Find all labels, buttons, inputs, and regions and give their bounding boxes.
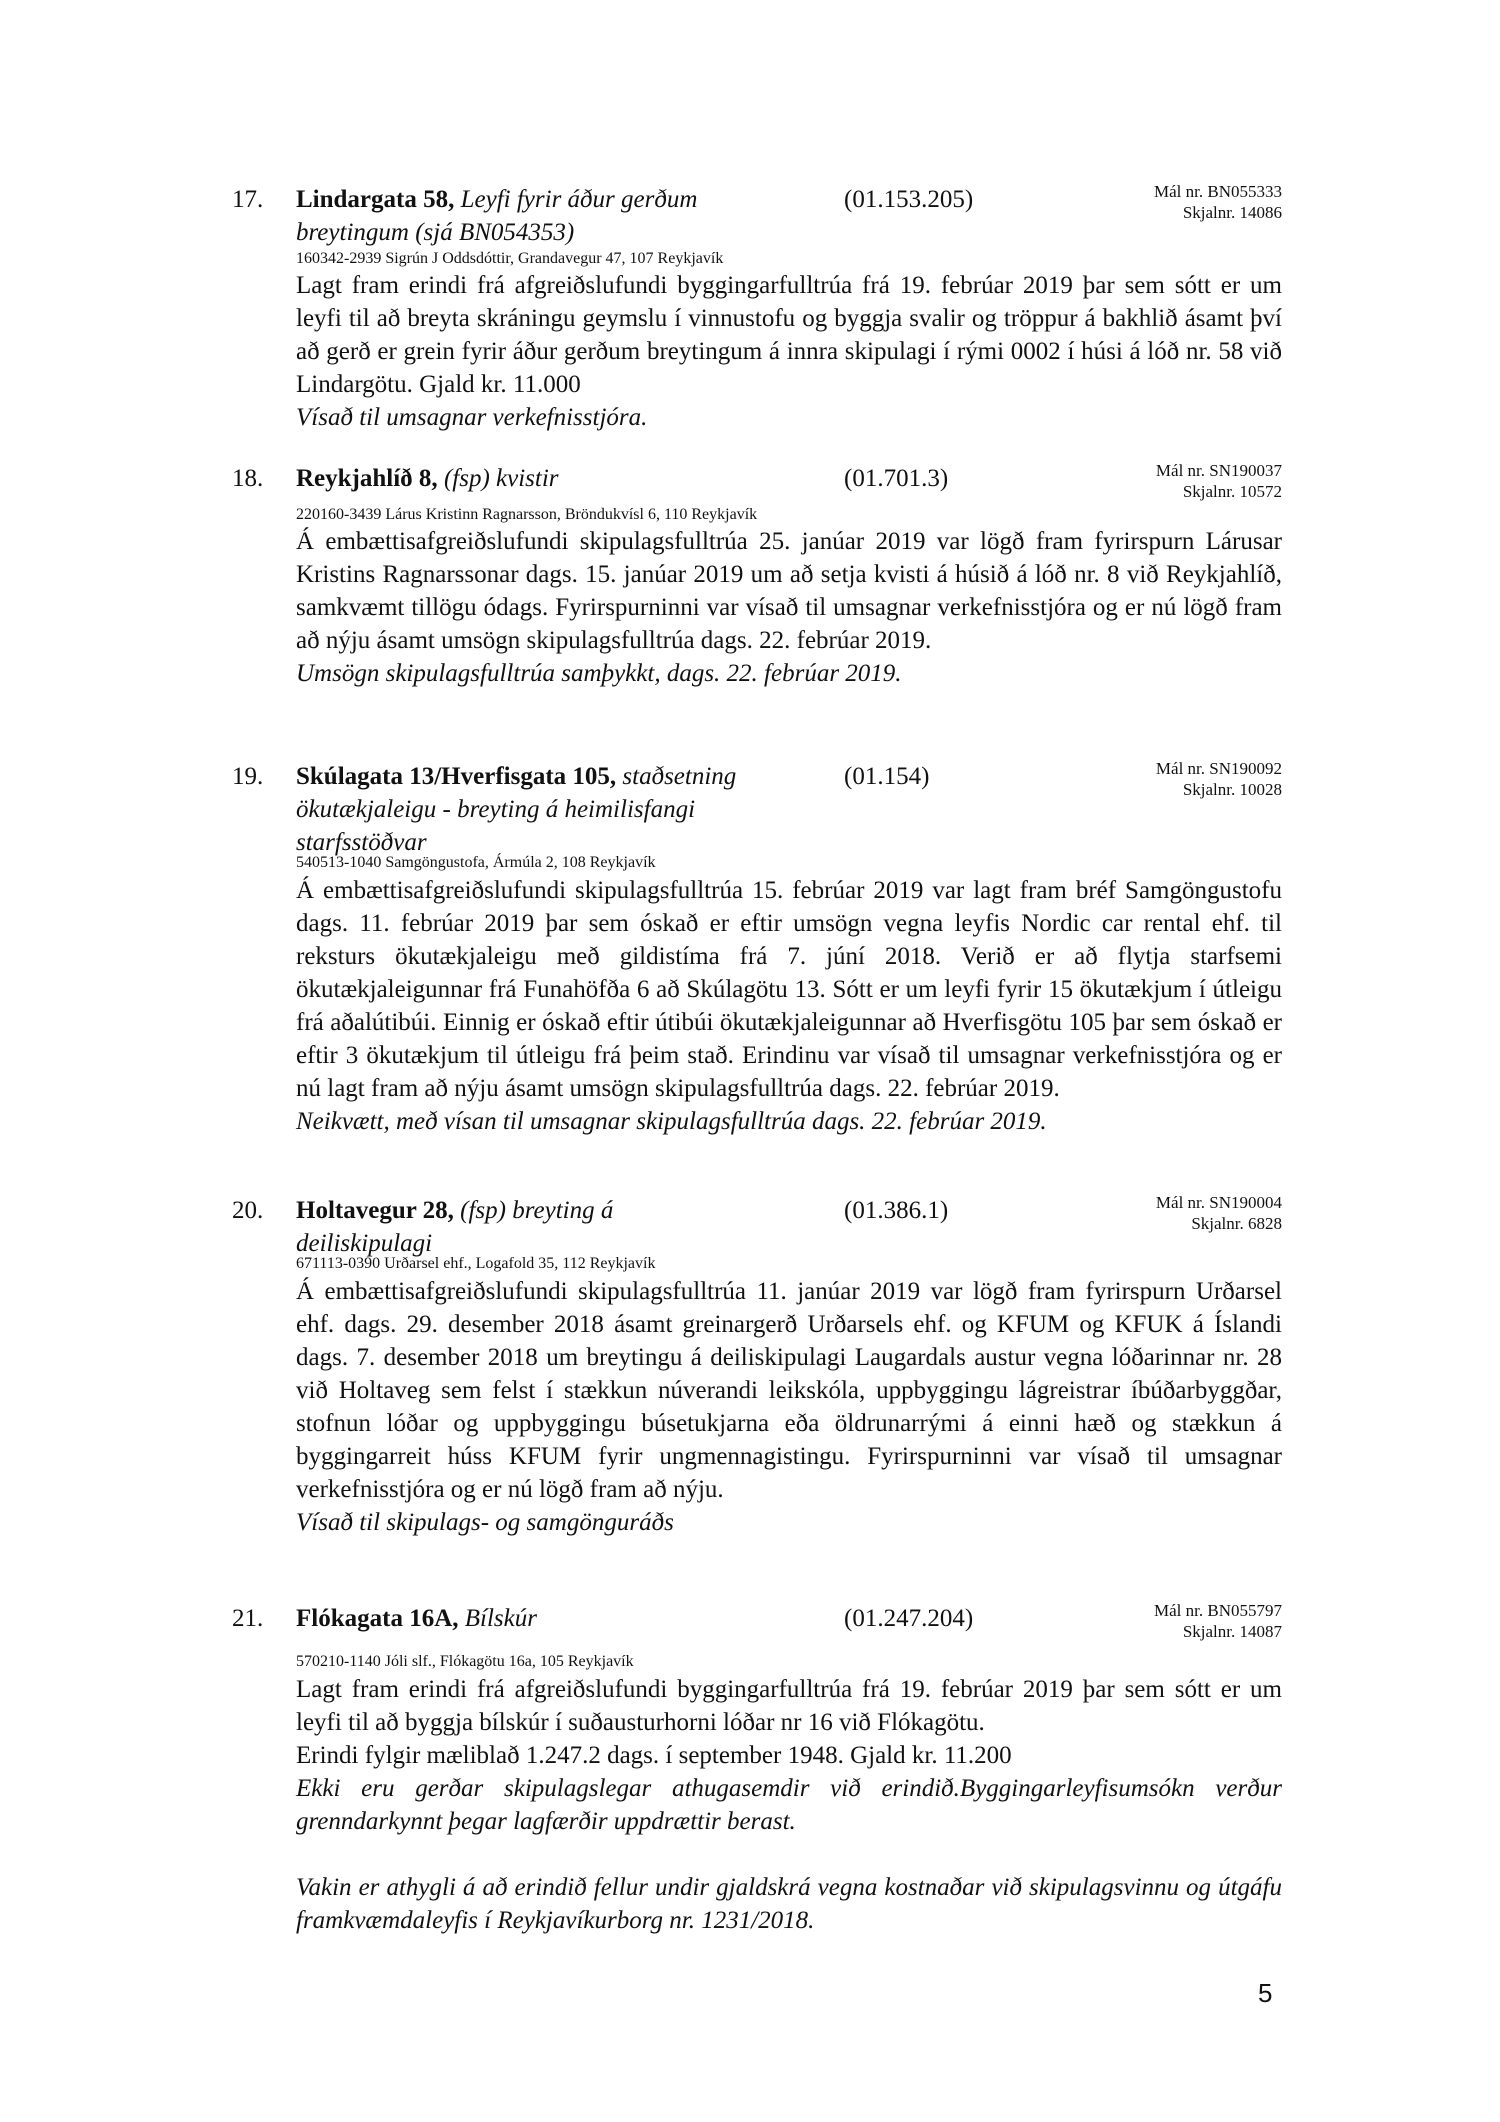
case-references bbox=[1154, 1600, 1282, 1642]
item-conclusion: Ekki eru gerðar skipulagslegar athugasemdir við erindið.Byggingarleyfisumsókn verður grenndarkynnt þegar lagfærðir uppdrættir berast. bbox=[296, 1775, 1282, 1835]
land-number: (01.386.1) bbox=[844, 1197, 949, 1224]
item-conclusion: Neikvætt, með vísan til umsagnar skipulagsfulltrúa dags. 22. febrúar 2019. bbox=[296, 1108, 1047, 1135]
item-subject: Bílskúr bbox=[464, 1605, 537, 1632]
item-description: Lagt fram erindi frá afgreiðslufundi byggingarfulltrúa frá 19. febrúar 2019 þar sem sótt er um leyfi til að byggja bílskúr í suðausturhorni lóðar nr 16 við Flókagötu. bbox=[296, 1676, 1282, 1736]
file-number: Skjalnr. 14087 bbox=[1182, 1622, 1282, 1641]
item-subject: Leyfi fyrir áður gerðum breytingum (sjá BN054353) bbox=[296, 186, 698, 246]
item-subject: (fsp) breyting á deiliskipulagi bbox=[296, 1197, 614, 1257]
file-number: Skjalnr. 14086 bbox=[1182, 203, 1282, 222]
item-number: 19. bbox=[232, 763, 264, 790]
item-description-extra: Erindi fylgir mæliblað 1.247.2 dags. í september 1948. Gjald kr. 11.200 bbox=[296, 1742, 1012, 1769]
item-body bbox=[296, 1673, 1282, 1937]
item-street: Reykjahlíð 8, bbox=[296, 465, 438, 492]
applicant: 671113-0390 Urðarsel ehf., Logafold 35, 112 Reykjavík bbox=[296, 1255, 656, 1272]
land-number: (01.154) bbox=[844, 763, 930, 790]
item-street: Lindargata 58, bbox=[296, 186, 455, 213]
file-number: Skjalnr. 10028 bbox=[1182, 780, 1282, 799]
item-subject: staðsetning ökutækjaleigu - breyting á heimilisfangi starfsstöðvar bbox=[296, 763, 737, 856]
item-description: Á embættisafgreiðslufundi skipulagsfulltrúa 15. febrúar 2019 var lagt fram bréf Samgöngustofu dags. 11. febrúar 2019 þar sem óskað er eftir umsögn vegna leyfis Nordic car rental ehf. til reksturs ökutækjaleigu með gildistíma frá 7. júní 2018. Verið er að flytja starfsemi ökutækjaleigunnar frá Funahöfða 6 að Skúlagötu 13. Sótt er um leyfi fyrir 15 ökutækjum í útleigu frá aðalútibúi. Einnig er óskað eftir útibúi ökutækjaleigunnar að Hverfisgötu 105 þar sem óskað er eftir 3 ökutækjum til útleigu frá þeim stað. Erindinu var vísað til umsagnar verkefnisstjóra og er nú lagt fram að nýju ásamt umsögn skipulagsfulltrúa dags. 22. febrúar 2019. bbox=[296, 877, 1282, 1102]
page-number: 5 bbox=[1258, 1978, 1273, 2008]
item-body bbox=[296, 1275, 1282, 1539]
item-subject: (fsp) kvistir bbox=[443, 465, 559, 492]
item-conclusion: Vísað til umsagnar verkefnisstjóra. bbox=[296, 404, 648, 431]
land-number: (01.701.3) bbox=[844, 465, 949, 492]
applicant: 540513-1040 Samgöngustofa, Ármúla 2, 108 Reykjavík bbox=[296, 854, 656, 871]
item-title bbox=[296, 760, 826, 859]
case-number: Mál nr. BN055333 bbox=[1154, 182, 1282, 201]
case-references bbox=[1156, 1192, 1282, 1234]
item-body bbox=[296, 269, 1282, 434]
applicant: 160342-2939 Sigrún J Oddsdóttir, Grandavegur 47, 107 Reykjavík bbox=[296, 250, 724, 267]
case-number: Mál nr. BN055797 bbox=[1154, 1601, 1282, 1620]
item-title bbox=[296, 462, 796, 495]
land-number: (01.247.204) bbox=[844, 1605, 974, 1632]
item-number: 21. bbox=[232, 1605, 264, 1632]
case-references bbox=[1154, 181, 1282, 223]
case-references bbox=[1156, 758, 1282, 800]
item-title bbox=[296, 1602, 796, 1635]
case-references bbox=[1156, 460, 1282, 502]
item-note: Vakin er athygli á að erindið fellur undir gjaldskrá vegna kostnaðar við skipulagsvinnu og útgáfu framkvæmdaleyfis í Reykjavíkurborg nr. 1231/2018. bbox=[296, 1874, 1282, 1934]
paragraph-spacer bbox=[296, 1838, 1282, 1871]
item-description: Á embættisafgreiðslufundi skipulagsfulltrúa 11. janúar 2019 var lögð fram fyrirspurn Urðarsel ehf. dags. 29. desember 2018 ásamt greinargerð Urðarsels ehf. og KFUM og KFUK á Íslandi dags. 7. desember 2018 um breytingu á deiliskipulagi Laugardals austur vegna lóðarinnar nr. 28 við Holtaveg sem felst í stækkun núverandi leikskóla, uppbyggingu lágreistrar íbúðarbyggðar, stofnun lóðar og uppbyggingu búsetukjarna eða öldrunarrými á einni hæð og stækkun á byggingarreit húss KFUM fyrir ungmennagistingu. Fyrirspurninni var vísað til umsagnar verkefnisstjóra og er nú lögð fram að nýju. bbox=[296, 1278, 1282, 1503]
case-number: Mál nr. SN190092 bbox=[1155, 759, 1282, 778]
item-street: Flókagata 16A, bbox=[296, 1605, 459, 1632]
file-number: Skjalnr. 10572 bbox=[1182, 482, 1282, 501]
item-street: Skúlagata 13/Hverfisgata 105, bbox=[296, 763, 617, 790]
case-number: Mál nr. SN190037 bbox=[1155, 461, 1282, 480]
land-number: (01.153.205) bbox=[844, 186, 974, 213]
item-conclusion: Vísað til skipulags- og samgönguráðs bbox=[296, 1509, 674, 1536]
applicant: 220160-3439 Lárus Kristinn Ragnarsson, Bröndukvísl 6, 110 Reykjavík bbox=[296, 506, 758, 523]
case-number: Mál nr. SN190004 bbox=[1155, 1193, 1282, 1212]
item-street: Holtavegur 28, bbox=[296, 1197, 454, 1224]
item-number: 18. bbox=[232, 465, 264, 492]
item-title bbox=[296, 1194, 696, 1260]
item-conclusion: Umsögn skipulagsfulltrúa samþykkt, dags. 22. febrúar 2019. bbox=[296, 660, 902, 687]
item-number: 17. bbox=[232, 186, 264, 213]
item-description: Á embættisafgreiðslufundi skipulagsfulltrúa 25. janúar 2019 var lögð fram fyrirspurn Lárusar Kristins Ragnarssonar dags. 15. janúar 2019 um að setja kvisti á húsið á lóð nr. 8 við Reykjahlíð, samkvæmt tillögu ódags. Fyrirspurninni var vísað til umsagnar verkefnisstjóra og er nú lögð fram að nýju ásamt umsögn skipulagsfulltrúa dags. 22. febrúar 2019. bbox=[296, 528, 1282, 654]
item-number: 20. bbox=[232, 1197, 264, 1224]
item-body bbox=[296, 874, 1282, 1138]
item-body bbox=[296, 525, 1282, 690]
item-description: Lagt fram erindi frá afgreiðslufundi byggingarfulltrúa frá 19. febrúar 2019 þar sem sótt er um leyfi til að breyta skráningu geymslu í vinnustofu og byggja svalir og tröppur á bakhlið ásamt því að gerð er grein fyrir áður gerðum breytingum á innra skipulagi í rými 0002 í húsi á lóð nr. 58 við Lindargötu. Gjald kr. 11.000 bbox=[296, 272, 1282, 398]
item-title bbox=[296, 183, 796, 249]
file-number: Skjalnr. 6828 bbox=[1191, 1214, 1282, 1233]
applicant: 570210-1140 Jóli slf., Flókagötu 16a, 105 Reykjavík bbox=[296, 1653, 634, 1670]
